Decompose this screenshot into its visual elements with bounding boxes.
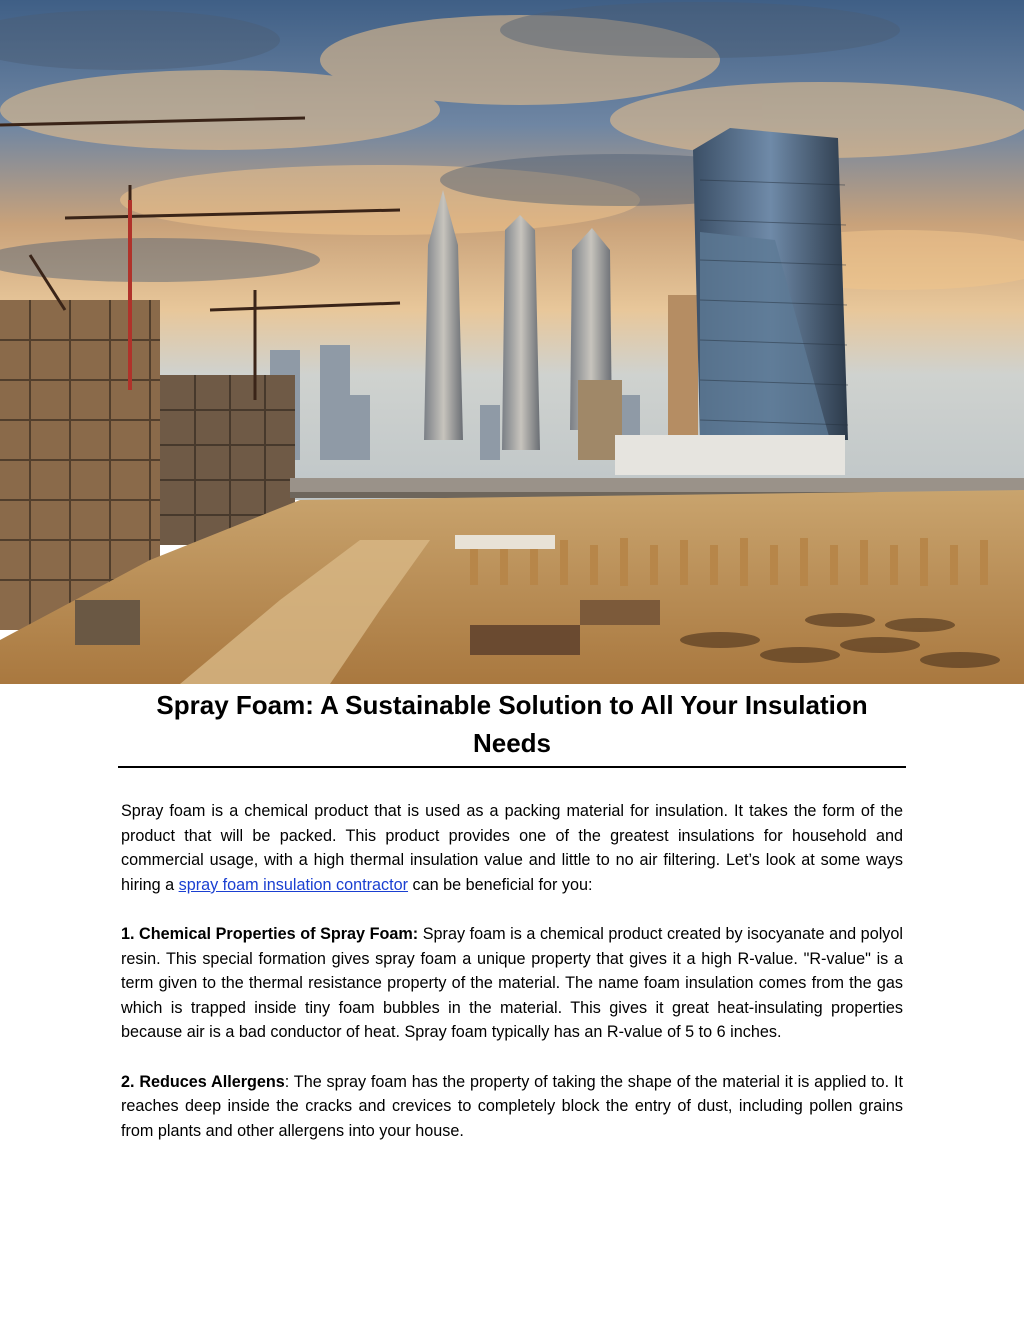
section-chemical-properties bbox=[121, 922, 903, 1045]
section-heading: 2. Reduces Allergens bbox=[121, 1072, 285, 1091]
section-heading: 1. Chemical Properties of Spray Foam: bbox=[121, 924, 419, 943]
intro-paragraph bbox=[121, 799, 903, 897]
section-body: : The spray foam has the property of taking the shape of the material it is applied to. It reaches deep inside the cracks and crevices to completely block the entry of dust, including pollen grains from plants and other allergens into your house. bbox=[121, 1072, 903, 1140]
section-reduces-allergens bbox=[121, 1070, 903, 1144]
article-title: Spray Foam: A Sustainable Solution to All Your Insulation Needs bbox=[118, 686, 906, 768]
intro-text-before-link: Spray foam is a chemical product that is used as a packing material for insulation. It takes the form of the product that will be packed. This product provides one of the greatest insulations for household and commercial usage, with a high thermal insulation value and little to no air filtering. Let’s look at some ways hiring a bbox=[121, 802, 903, 894]
spray-foam-contractor-link[interactable]: spray foam insulation contractor bbox=[178, 875, 409, 894]
section-body: Spray foam is a chemical product created by isocyanate and polyol resin. This special formation gives spray foam a unique property that gives it a high R-value. "R-value" is a term given to the thermal resistance property of the material. The name foam insulation comes from the gas which is trapped inside tiny foam bubbles in the material. This gives it great heat-insulating properties because air is a bad conductor of heat. Spray foam typically has an R-value of 5 to 6 inches. bbox=[121, 924, 903, 1042]
article-body bbox=[121, 799, 903, 1168]
intro-text-after-link: can be beneficial for you: bbox=[408, 875, 593, 894]
